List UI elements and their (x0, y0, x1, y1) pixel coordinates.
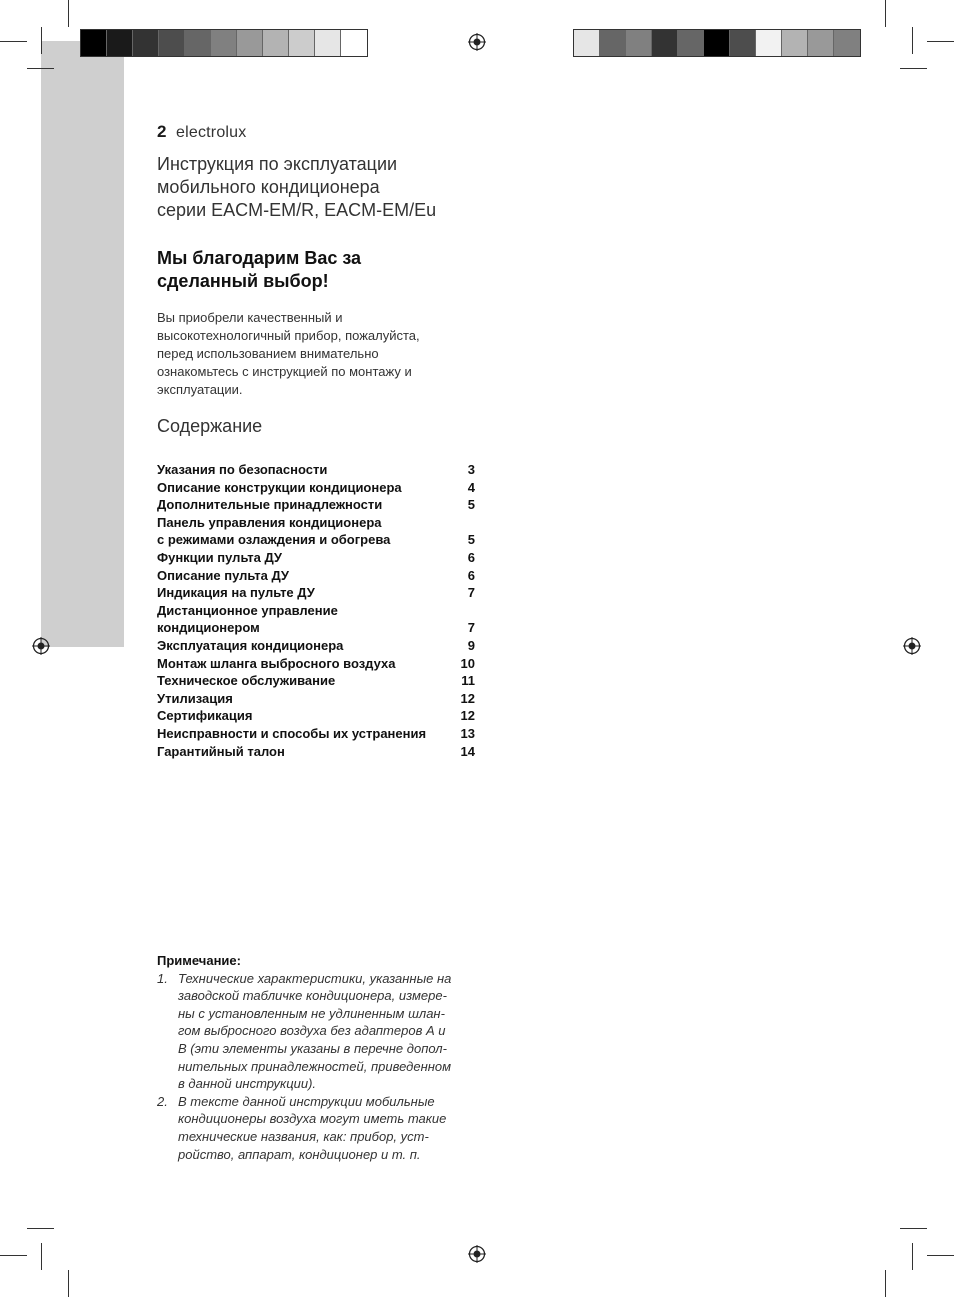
page-number: 2 (157, 122, 167, 141)
toc-label: Монтаж шланга выбросного воздуха (157, 655, 396, 671)
color-swatch (211, 30, 237, 56)
toc-label: Панель управления кондиционера с режимами озлаждения и обогрева (157, 514, 391, 548)
color-swatch (600, 30, 626, 56)
note-section (157, 952, 487, 1163)
color-swatch (756, 30, 782, 56)
toc-page: 7 (467, 585, 475, 601)
thanks-line: Мы благодарим Вас за (157, 248, 362, 268)
toc-page: 5 (467, 497, 475, 513)
note-item (157, 1093, 487, 1163)
registration-mark-icon (468, 33, 486, 51)
toc-row[interactable] (157, 479, 475, 497)
crop-mark (900, 68, 927, 69)
thanks-line: сделанный выбор! (157, 271, 329, 291)
crop-mark (27, 1228, 54, 1229)
toc-row[interactable] (157, 690, 475, 708)
toc-row[interactable] (157, 707, 475, 725)
note-item (157, 970, 487, 1093)
toc-page: 12 (460, 690, 475, 706)
toc-label: Неисправности и способы их устранения (157, 725, 427, 741)
toc-label: Дистанционное управление кондиционером (157, 602, 338, 636)
toc-row[interactable] (157, 637, 475, 655)
crop-mark (41, 27, 42, 54)
toc-row[interactable] (157, 514, 475, 549)
registration-mark-icon (468, 1245, 486, 1263)
toc-row[interactable] (157, 549, 475, 567)
toc-page: 7 (467, 620, 475, 636)
toc-label: Техническое обслуживание (157, 673, 336, 689)
toc-label: Дополнительные принадлежности (157, 497, 383, 513)
color-swatch (808, 30, 834, 56)
crop-mark (912, 27, 913, 54)
toc-label: Описание конструкции кондиционера (157, 479, 402, 495)
color-swatch (652, 30, 678, 56)
toc-row[interactable] (157, 743, 475, 761)
crop-mark (885, 0, 886, 27)
table-of-contents (157, 461, 475, 760)
toc-page: 14 (460, 743, 475, 759)
toc-row[interactable] (157, 584, 475, 602)
toc-page: 9 (467, 637, 475, 653)
registration-mark-icon (32, 637, 50, 655)
toc-page: 10 (460, 655, 475, 671)
toc-row[interactable] (157, 655, 475, 673)
crop-mark (41, 1243, 42, 1270)
note-text: В тексте данной инструкции мобильные кондиционеры воздуха могут иметь такие технические названия, как: прибор, уст- ройство, аппарат, кондиционер и т. п. (178, 1093, 447, 1162)
toc-row[interactable] (157, 672, 475, 690)
color-swatch (289, 30, 315, 56)
intro-line: эксплуатации. (157, 382, 243, 397)
title-line: Инструкция по эксплуатации (157, 154, 398, 174)
toc-label: Утилизация (157, 690, 233, 706)
crop-mark (912, 1243, 913, 1270)
color-swatch (704, 30, 730, 56)
document-title (157, 153, 487, 222)
toc-row[interactable] (157, 602, 475, 637)
toc-label: Сертификация (157, 708, 253, 724)
color-swatch (678, 30, 704, 56)
color-swatch (341, 30, 367, 56)
intro-line: перед использованием внимательно (157, 346, 379, 361)
toc-label: Эксплуатация кондиционера (157, 637, 344, 653)
toc-row[interactable] (157, 725, 475, 743)
crop-mark (885, 1270, 886, 1297)
crop-mark (0, 41, 27, 42)
contents-heading: Содержание (157, 416, 263, 436)
crop-mark (0, 1255, 27, 1256)
toc-label: Описание пульта ДУ (157, 567, 289, 583)
intro-line: ознакомьтесь с инструкцией по монтажу и (157, 364, 412, 379)
thanks-heading (157, 247, 477, 293)
crop-mark (68, 1270, 69, 1297)
color-swatch (237, 30, 263, 56)
note-number: 1. (157, 970, 168, 986)
toc-page: 6 (467, 567, 475, 583)
toc-page: 5 (467, 532, 475, 548)
grayscale-color-bar (80, 29, 368, 57)
crop-mark (927, 1255, 954, 1256)
brand-name: electrolux (176, 124, 247, 141)
color-swatch (782, 30, 808, 56)
color-swatch (574, 30, 600, 56)
color-swatch (263, 30, 289, 56)
intro-line: Вы приобрели качественный и (157, 310, 343, 325)
toc-label: Указания по безопасности (157, 462, 328, 477)
toc-page: 6 (467, 549, 475, 565)
toc-label: Гарантийный талон (157, 743, 285, 759)
toc-label: Функции пульта ДУ (157, 549, 283, 565)
color-swatch (81, 30, 107, 56)
crop-mark (27, 68, 54, 69)
toc-page: 4 (467, 479, 475, 495)
color-swatch (834, 30, 860, 56)
toc-row[interactable] (157, 567, 475, 585)
toc-row[interactable] (157, 496, 475, 514)
color-swatch (626, 30, 652, 56)
title-line: серии EACM-EM/R, EACM-EM/Eu (157, 200, 437, 220)
toc-page: 13 (460, 725, 475, 741)
title-line: мобильного кондиционера (157, 177, 380, 197)
toc-label: Индикация на пульте ДУ (157, 585, 315, 601)
intro-line: высокотехнологичный прибор, пожалуйста, (157, 328, 420, 343)
density-color-bar (573, 29, 861, 57)
registration-mark-icon (903, 637, 921, 655)
crop-mark (927, 41, 954, 42)
color-swatch (315, 30, 341, 56)
color-swatch (133, 30, 159, 56)
note-heading: Примечание: (157, 953, 241, 968)
color-swatch (730, 30, 756, 56)
side-band (41, 41, 124, 647)
note-number: 2. (157, 1093, 168, 1109)
toc-page: 11 (461, 673, 475, 689)
toc-page: 3 (467, 462, 475, 477)
intro-paragraph (157, 309, 477, 399)
color-swatch (185, 30, 211, 56)
color-swatch (159, 30, 185, 56)
crop-mark (68, 0, 69, 27)
toc-row[interactable] (157, 461, 475, 479)
crop-mark (900, 1228, 927, 1229)
toc-page: 12 (460, 708, 475, 724)
color-swatch (107, 30, 133, 56)
note-text: Технические характеристики, указанные на заводской табличке кондиционера, измере- ны с установленным не удлиненным шлан- гом выбросного воздуха без адаптеров А и В (эти элементы указаны в перечне допол- нительных принадлежностей, приведенном в данной инструкции). (178, 970, 452, 1092)
